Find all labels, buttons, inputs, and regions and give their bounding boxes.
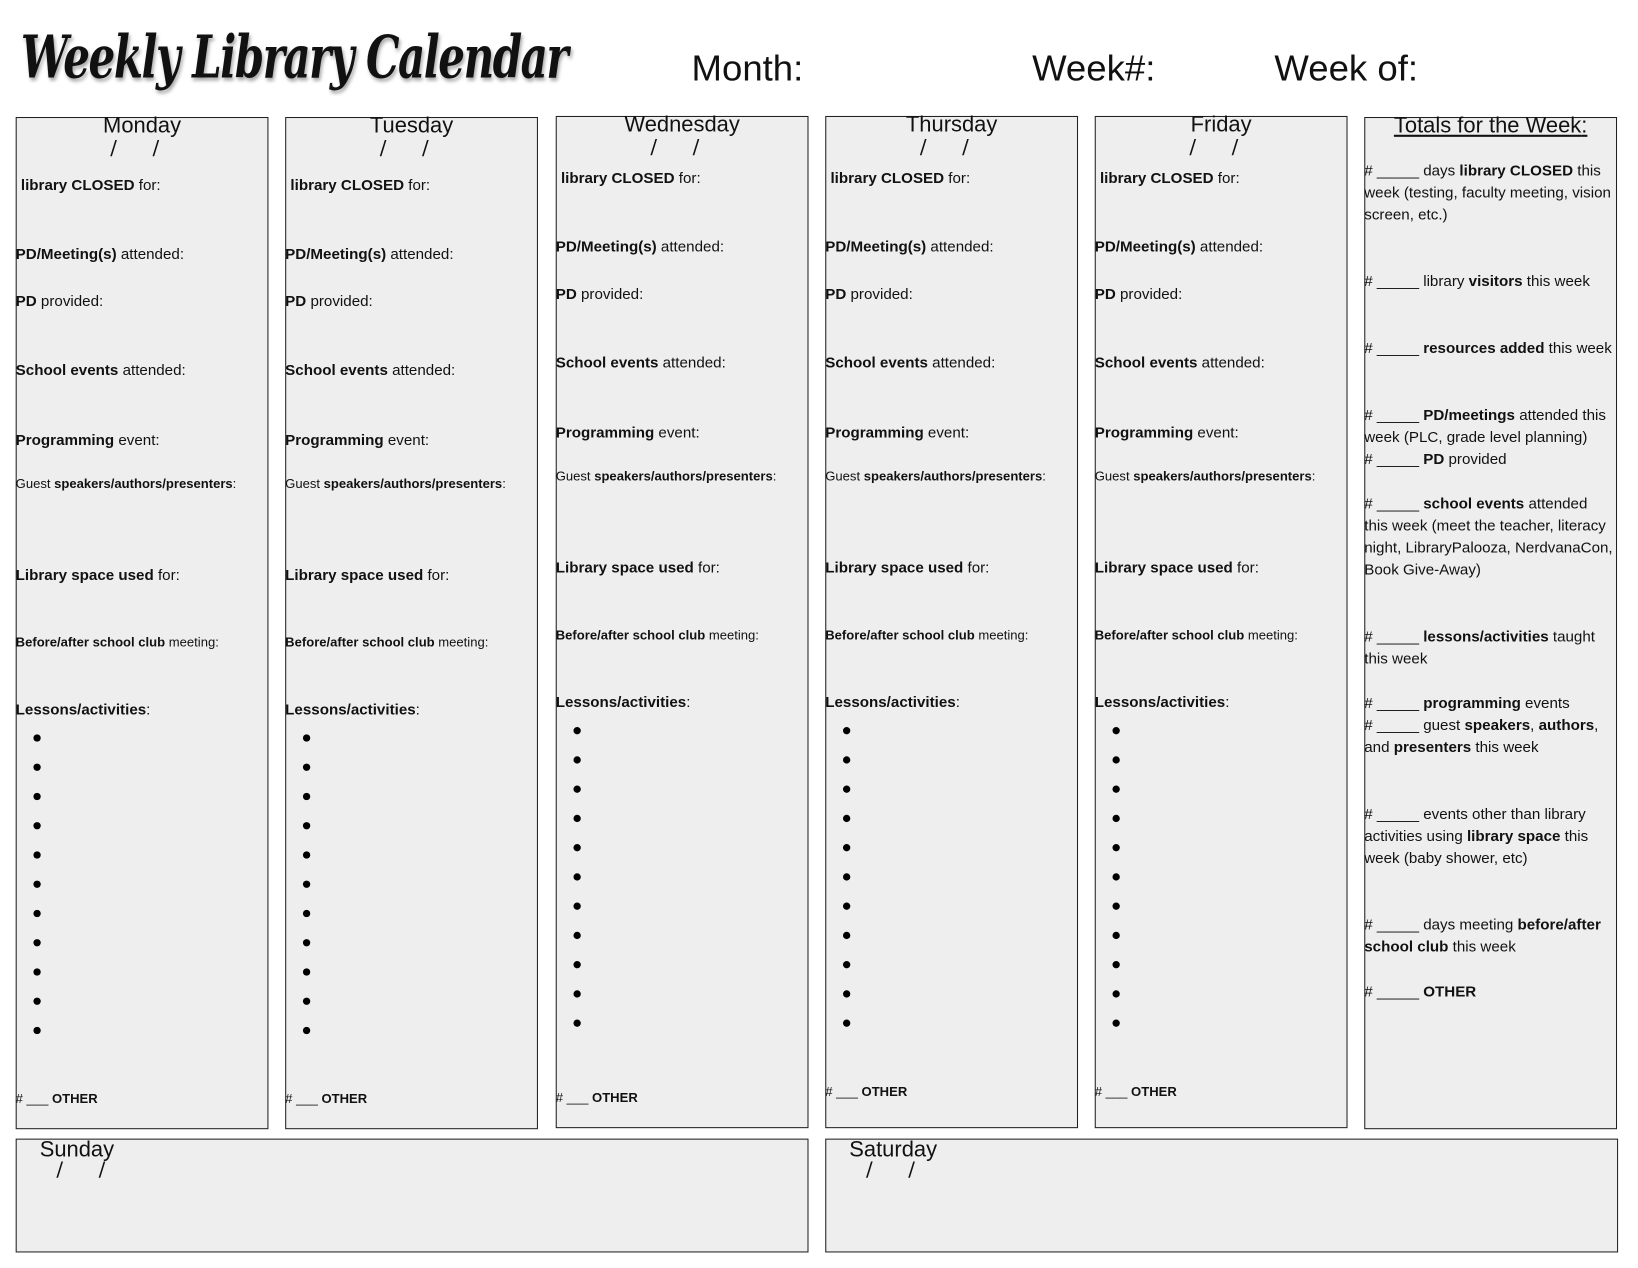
saturday-box[interactable] [825,1139,1618,1253]
label-rest: event: [383,432,430,450]
label-rest: provided: [306,293,373,311]
label-prefix: Guest [285,476,324,491]
label-rest: : [1225,694,1230,712]
bullet-icon [1112,961,1119,968]
bold-text: OTHER [1423,984,1477,1001]
label-rest: for: [1232,559,1259,577]
totals-item [1364,161,1613,227]
field-label [830,170,970,187]
field-label [1100,170,1240,187]
bullet-icon [33,1027,40,1034]
other-prefix: # ___ [1094,1084,1132,1099]
totals-item [1364,716,1613,760]
label-rest: for: [423,567,450,584]
field-label [16,294,104,311]
field-label [825,469,1046,484]
bullet-icon [1112,903,1119,910]
label-rest: : [415,701,420,719]
label-bold: library CLOSED [560,170,675,187]
text: # _____ guest [1364,717,1465,735]
label-bold: Before/after school club [285,635,435,650]
bullet-icon [33,734,40,741]
field-label [16,567,180,584]
bold-text: before/after school club [1364,917,1601,956]
bullet-icon [33,998,40,1005]
totals-item [1364,915,1613,959]
field-label [556,286,644,303]
bullet-icon [33,764,40,771]
label-bold: Library space used [15,567,154,584]
label-bold: PD/Meeting(s) [825,239,927,256]
text: this week [1522,273,1590,291]
text: # _____ events other than library activities using [1364,806,1586,846]
label-rest: event: [1193,425,1239,442]
field-label [1095,560,1259,577]
label-bold: PD [285,293,307,311]
bullet-icon [573,961,580,968]
bullet-icon [573,756,580,763]
label-rest: attended: [116,246,185,264]
label-rest: : [686,694,691,712]
week-of-label: Week of: [1274,48,1419,89]
text: # _____ [1364,340,1424,358]
bullet-icon [1112,932,1119,939]
date-blank: / / [919,135,984,159]
label-rest: for: [1213,170,1240,187]
label-bold: Lessons/activities [555,694,687,712]
bold-text: presenters [1393,739,1472,757]
label-bold: Library space used [285,567,424,584]
field-label [285,635,488,650]
bullet-icon [303,851,310,858]
field-label [1095,425,1239,442]
page-title: Weekly Library Calendar [20,22,568,92]
bullet-icon [573,1020,580,1027]
text: # _____ [1364,695,1424,713]
bullet-icon [303,881,310,888]
label-rest: meeting: [974,627,1029,643]
label-bold: speakers/authors/presenters [863,469,1043,484]
label-rest: event: [114,432,160,450]
bullet-icon [303,764,310,771]
day-name: Sunday [39,1137,115,1162]
label-rest: attended: [658,355,726,372]
bullet-icon [1112,815,1119,822]
label-rest: meeting: [705,627,759,643]
field-label [556,628,759,643]
text: # _____ days meeting [1364,917,1518,934]
label-bold: PD/Meeting(s) [15,246,117,264]
label-rest: for: [153,567,180,584]
label-bold: PD/Meeting(s) [555,239,657,256]
text: # _____ [1364,451,1424,468]
bullet-icon [573,932,580,939]
bold-text: authors [1538,717,1595,735]
totals-item [1364,338,1613,360]
label-prefix: Guest [555,469,595,484]
date-blank: / / [379,136,444,160]
bullet-icon [843,873,850,880]
field-label [556,469,777,484]
label-bold: Before/after school club [1094,627,1245,643]
field-label [825,695,960,712]
label-rest: for: [674,170,701,187]
bold-text: PD [1423,451,1445,468]
date-blank: / / [110,136,174,160]
label-bold: Before/after school club [825,627,975,643]
bold-text: programming [1423,695,1521,713]
totals-box [1364,113,1617,1129]
label-bold: Lessons/activities [825,694,956,712]
label-rest: provided: [846,286,913,303]
text: # _____ [1364,628,1424,646]
label-rest: attended: [118,362,186,380]
label-bold: PD/Meeting(s) [285,246,387,264]
bullet-icon [33,822,40,829]
label-bold: Programming [15,432,115,450]
label-rest: provided: [36,293,104,311]
bullet-icon [843,990,850,997]
label-rest: for: [944,170,971,187]
bullet-icon [303,968,310,975]
label-bold: Before/after school club [555,627,706,643]
label-bold: Lessons/activities [285,701,416,719]
label-bold: Programming [285,432,384,450]
field-label [285,432,429,449]
bullet-icon [1112,786,1119,793]
bullet-icon [573,844,580,851]
bullet-icon [573,786,580,793]
label-bold: speakers/authors/presenters [54,476,233,491]
day-column-monday[interactable] [15,113,269,1129]
text: this week (testing, faculty meeting, vision screen, etc.) [1364,162,1611,224]
text: , [1530,717,1539,735]
label-rest: attended: [386,246,454,264]
label-prefix: Guest [825,469,864,484]
totals-item [1364,982,1613,1004]
label-bold: library CLOSED [830,170,945,187]
date-blank: / / [865,1158,930,1182]
week-number-label: Week#: [1032,48,1156,89]
label-rest: : [1311,469,1316,484]
totals-item [1364,804,1613,870]
label-rest: for: [404,177,431,195]
day-name: Friday [1190,112,1252,137]
text: attended this week (meet the teacher, literacy night, LibraryPalooza, NerdvanaCon, Book Give-Away) [1364,496,1613,579]
text: this week [1471,739,1539,757]
other-count [1095,1084,1177,1099]
day-column-thursday[interactable] [825,112,1078,1128]
field-label [1095,239,1263,256]
label-rest: event: [654,425,700,442]
bullet-icon [33,793,40,800]
field-label [16,432,160,449]
totals-item [1364,694,1613,716]
label-bold: School events [15,362,119,380]
label-rest: meeting: [1244,627,1298,643]
field-label [285,247,453,264]
bold-text: visitors [1468,273,1523,291]
field-label [285,294,373,311]
label-rest: : [772,469,777,484]
other-bold: OTHER [51,1091,98,1107]
field-label [556,695,691,712]
bullet-icon [573,815,580,822]
label-rest: provided: [576,286,644,303]
bullet-icon [1112,844,1119,851]
label-bold: Programming [1094,425,1194,442]
field-label [561,170,701,187]
field-label [825,628,1028,643]
label-bold: School events [825,355,928,372]
label-rest: : [955,694,960,712]
other-prefix: # ___ [285,1091,322,1107]
field-label [825,425,969,442]
label-bold: Lessons/activities [15,701,147,719]
label-bold: PD [825,286,847,303]
field-label [285,702,420,719]
bullet-icon [1112,873,1119,880]
bullet-icon [303,822,310,829]
label-rest: : [502,476,506,491]
field-label [290,178,430,195]
label-rest: provided: [1115,286,1183,303]
bold-text: resources added [1423,340,1545,358]
month-label: Month: [691,48,804,89]
day-column-wednesday[interactable] [555,112,809,1128]
label-bold: library CLOSED [1099,170,1214,187]
other-bold: OTHER [861,1084,908,1099]
date-blank: / / [56,1158,120,1182]
label-bold: School events [1094,355,1198,372]
totals-title: Totals for the Week: [1393,113,1588,138]
bullet-icon [303,939,310,946]
date-blank: / / [650,135,714,159]
bullet-icon [843,903,850,910]
bullet-icon [303,998,310,1005]
field-label [1095,355,1265,372]
label-rest: : [232,476,237,491]
field-label [16,362,186,379]
label-rest: for: [134,177,161,195]
other-count [16,1092,98,1107]
field-label [1095,286,1183,303]
bullet-icon [843,932,850,939]
label-bold: PD [1094,286,1116,303]
label-rest: : [1042,469,1046,484]
label-bold: speakers/authors/presenters [1133,469,1312,484]
label-rest: attended: [926,239,994,256]
label-rest: attended: [656,239,725,256]
date-blank: / / [1189,135,1253,159]
bullet-icon [303,910,310,917]
label-rest: attended: [387,362,456,380]
field-label [285,567,449,584]
bullet-icon [843,1020,850,1027]
label-bold: Library space used [555,559,694,577]
bold-text: library CLOSED [1459,162,1574,180]
other-bold: OTHER [592,1090,638,1106]
bullet-icon [1112,756,1119,763]
label-rest: attended: [1197,355,1265,372]
other-count [285,1092,367,1107]
day-column-friday[interactable] [1094,112,1348,1128]
totals-item [1364,627,1613,671]
bullet-icon [33,851,40,858]
other-count [556,1091,638,1106]
label-bold: Library space used [825,559,964,577]
other-bold: OTHER [1131,1084,1177,1099]
bullet-icon [843,786,850,793]
text: events [1520,695,1570,713]
label-bold: Before/after school club [15,635,166,650]
other-prefix: # ___ [555,1090,593,1106]
bullet-icon [33,910,40,917]
label-bold: School events [555,355,659,372]
field-label [556,355,726,372]
bullet-icon [573,873,580,880]
label-bold: library CLOSED [290,177,405,195]
totals-item [1364,494,1613,582]
label-bold: Lessons/activities [1094,694,1226,712]
bullet-icon [573,990,580,997]
label-bold: Library space used [1094,559,1233,577]
field-label [556,425,700,442]
text: # _____ [1364,496,1424,513]
totals-item [1364,405,1613,449]
bullet-icon [33,968,40,975]
day-name: Thursday [905,112,998,137]
label-bold: Programming [555,425,655,442]
field-label [825,286,913,303]
field-label [21,178,161,195]
other-prefix: # ___ [825,1084,862,1099]
label-bold: PD/Meeting(s) [1094,239,1196,256]
field-label [16,702,151,719]
bold-text: speakers [1464,717,1531,735]
label-prefix: Guest [15,476,55,491]
bold-text: lessons/activities [1423,628,1549,646]
field-label [16,635,219,650]
bullet-icon [303,1027,310,1034]
label-bold: Programming [825,425,924,442]
bullet-icon [33,939,40,946]
bullet-icon [573,903,580,910]
day-name: Monday [103,113,182,138]
field-label [1095,469,1316,484]
label-rest: : [146,701,151,719]
label-bold: School events [285,362,388,380]
text: # _____ [1364,984,1424,1001]
text: attended this week (PLC, grade level planning) [1364,407,1606,447]
text: this week [1544,340,1612,358]
day-column-tuesday[interactable] [285,113,538,1129]
bullet-icon [843,727,850,734]
bullet-icon [843,815,850,822]
label-rest: attended: [1195,239,1264,256]
field-label [556,239,724,256]
label-rest: meeting: [165,635,219,650]
bullet-icon [1112,727,1119,734]
bullet-icon [33,881,40,888]
bullet-icon [843,756,850,763]
field-label [825,355,995,372]
day-name: Saturday [849,1137,938,1162]
field-label [16,476,237,491]
bold-text: school events [1423,496,1525,513]
bold-text: library space [1466,828,1561,846]
field-label [825,560,989,577]
text: taught this week [1364,628,1595,668]
other-count [825,1084,907,1099]
label-bold: PD [15,293,37,311]
text: this week [1448,939,1516,956]
bullet-icon [573,727,580,734]
text: , and [1364,717,1599,757]
text: # _____ library [1364,273,1469,291]
label-rest: for: [693,559,720,577]
totals-item [1364,272,1613,294]
field-label [285,476,506,491]
text: provided [1444,451,1507,468]
day-name: Wednesday [624,112,740,137]
bullet-icon [843,844,850,851]
bullet-icon [1112,1020,1119,1027]
label-bold: PD [555,286,577,303]
label-rest: attended: [927,355,996,372]
label-bold: library CLOSED [20,177,135,195]
label-rest: meeting: [434,635,489,650]
field-label [1095,695,1230,712]
sunday-box[interactable] [16,1139,809,1253]
text: this week (baby shower, etc) [1364,828,1589,868]
bullet-icon [303,793,310,800]
text: # _____ days [1364,162,1460,180]
field-label [556,560,720,577]
other-prefix: # ___ [15,1091,52,1107]
label-bold: speakers/authors/presenters [323,476,503,491]
bullet-icon [1112,990,1119,997]
label-bold: speakers/authors/presenters [594,469,773,484]
field-label [16,247,184,264]
bold-text: PD/meetings [1423,407,1515,425]
day-name: Tuesday [369,113,454,138]
label-prefix: Guest [1094,469,1134,484]
field-label [1095,628,1298,643]
other-bold: OTHER [321,1091,368,1107]
label-rest: for: [963,559,990,577]
bullet-icon [843,961,850,968]
text: # _____ [1364,407,1424,425]
field-label [825,239,993,256]
field-label [285,362,455,379]
bullet-icon [303,734,310,741]
label-rest: event: [923,425,970,442]
totals-item [1364,449,1613,471]
